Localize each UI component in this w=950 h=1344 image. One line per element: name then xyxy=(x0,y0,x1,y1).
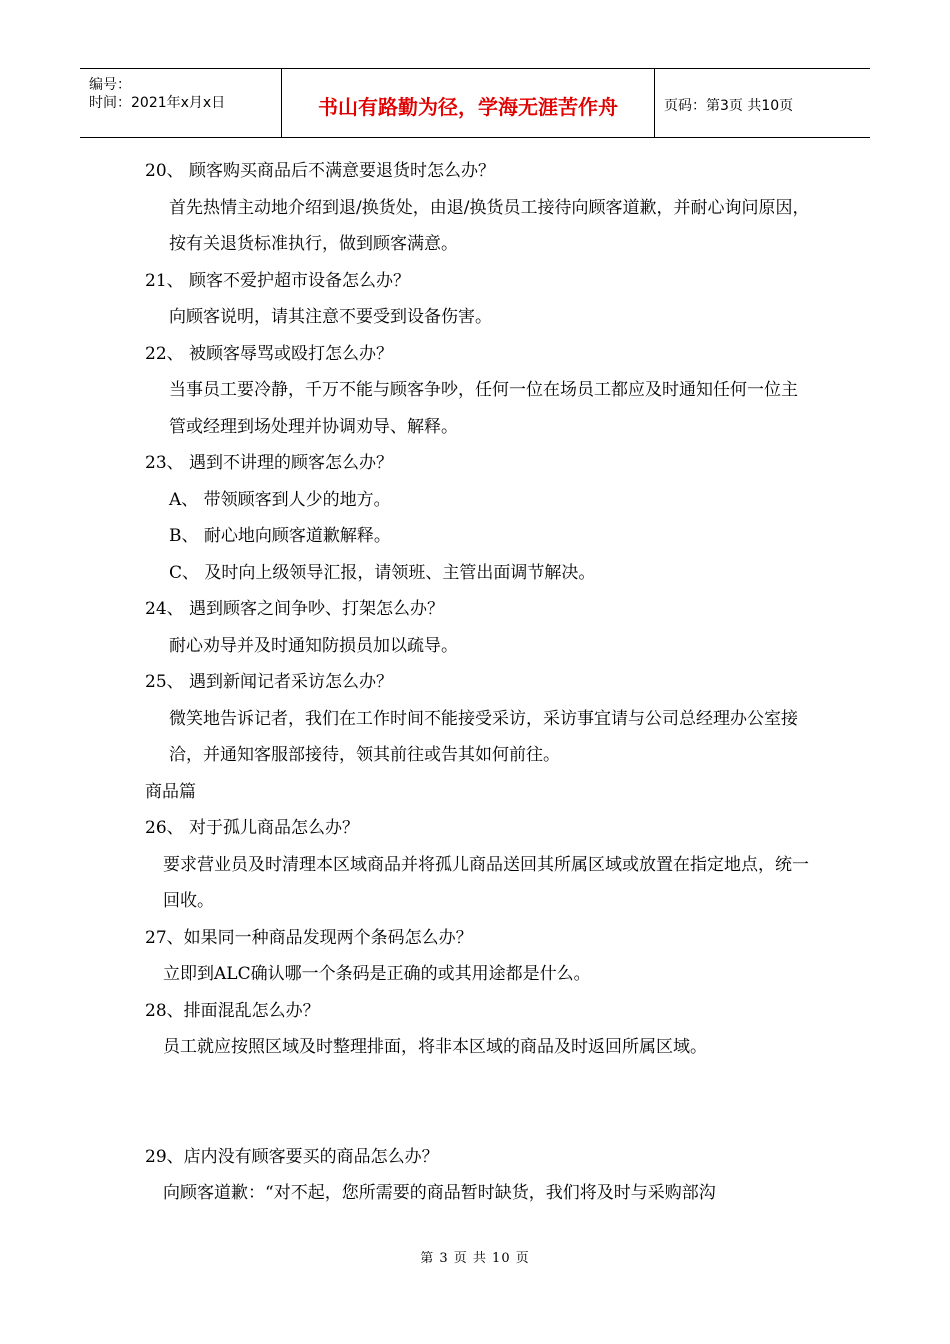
option-a: A、 带领顾客到人少的地方。 xyxy=(169,489,391,510)
question-23: 23、 遇到不讲理的顾客怎么办？ xyxy=(145,453,394,473)
option-c: C、 及时向上级领导汇报，请领班、主管出面调节解决。 xyxy=(169,562,596,583)
answer-24: 耐心劝导并及时通知防损员加以疏导。 xyxy=(169,635,458,656)
header-meta xyxy=(80,69,280,137)
time-label: 时间：2021年x月x日 xyxy=(89,95,226,111)
question-22: 22、 被顾客辱骂或殴打怎么办？ xyxy=(145,343,394,364)
question-29: 29、店内没有顾客要买的商品怎么办？ xyxy=(145,1146,439,1167)
answer-28: 员工就应按照区域及时整理排面，将非本区域的商品及时返回所属区域。 xyxy=(163,1037,707,1057)
question-21: 21、 顾客不爱护超市设备怎么办？ xyxy=(145,270,411,291)
number-label: 编号： xyxy=(89,77,131,93)
header-motto-cell xyxy=(281,69,655,137)
answer-20: 首先热情主动地介绍到退/换货处，由退/换货员工接待向顾客道歉，并耐心询问原因，按有关退货标准执行，做到顾客满意。 xyxy=(169,197,810,254)
motto: 书山有路勤为径，学海无涯苦作舟 xyxy=(318,95,618,119)
question-25: 25、 遇到新闻记者采访怎么办？ xyxy=(145,672,394,692)
answer-27: 立即到ALC确认哪一个条码是正确的或其用途都是什么。 xyxy=(163,964,591,984)
page-footer: 第 3 页 共 10 页 xyxy=(420,1251,530,1266)
answer-25: 微笑地告诉记者，我们在工作时间不能接受采访，采访事宜请与公司总经理办公室接洽，并通知客服部接待，领其前往或告其如何前往。 xyxy=(169,708,798,765)
page-code: 页码：第3页 共10页 xyxy=(664,98,794,114)
page-header xyxy=(80,68,870,138)
document-body xyxy=(145,153,810,1212)
question-27: 27、如果同一种商品发现两个条码怎么办？ xyxy=(145,927,473,948)
option-b: B、 耐心地向顾客道歉解释。 xyxy=(169,526,391,546)
question-24: 24、 遇到顾客之间争吵、打架怎么办？ xyxy=(145,599,445,619)
question-20: 20、 顾客购买商品后不满意要退货时怎么办？ xyxy=(145,161,496,181)
answer-21: 向顾客说明，请其注意不要受到设备伤害。 xyxy=(169,307,492,327)
header-page-cell xyxy=(664,69,870,137)
blank-space xyxy=(145,1066,810,1139)
question-28: 28、排面混乱怎么办？ xyxy=(145,1000,320,1021)
section-heading: 商品篇 xyxy=(145,781,196,802)
answer-29: 向顾客道歉：“对不起，您所需要的商品暂时缺货，我们将及时与采购部沟 xyxy=(163,1183,716,1203)
question-26: 26、 对于孤儿商品怎么办？ xyxy=(145,818,360,838)
answer-22: 当事员工要冷静，千万不能与顾客争吵，任何一位在场员工都应及时通知任何一位主管或经理到场处理并协调劝导、解释。 xyxy=(169,380,798,437)
answer-26: 要求营业员及时清理本区域商品并将孤儿商品送回其所属区域或放置在指定地点，统一回收。 xyxy=(163,854,809,911)
